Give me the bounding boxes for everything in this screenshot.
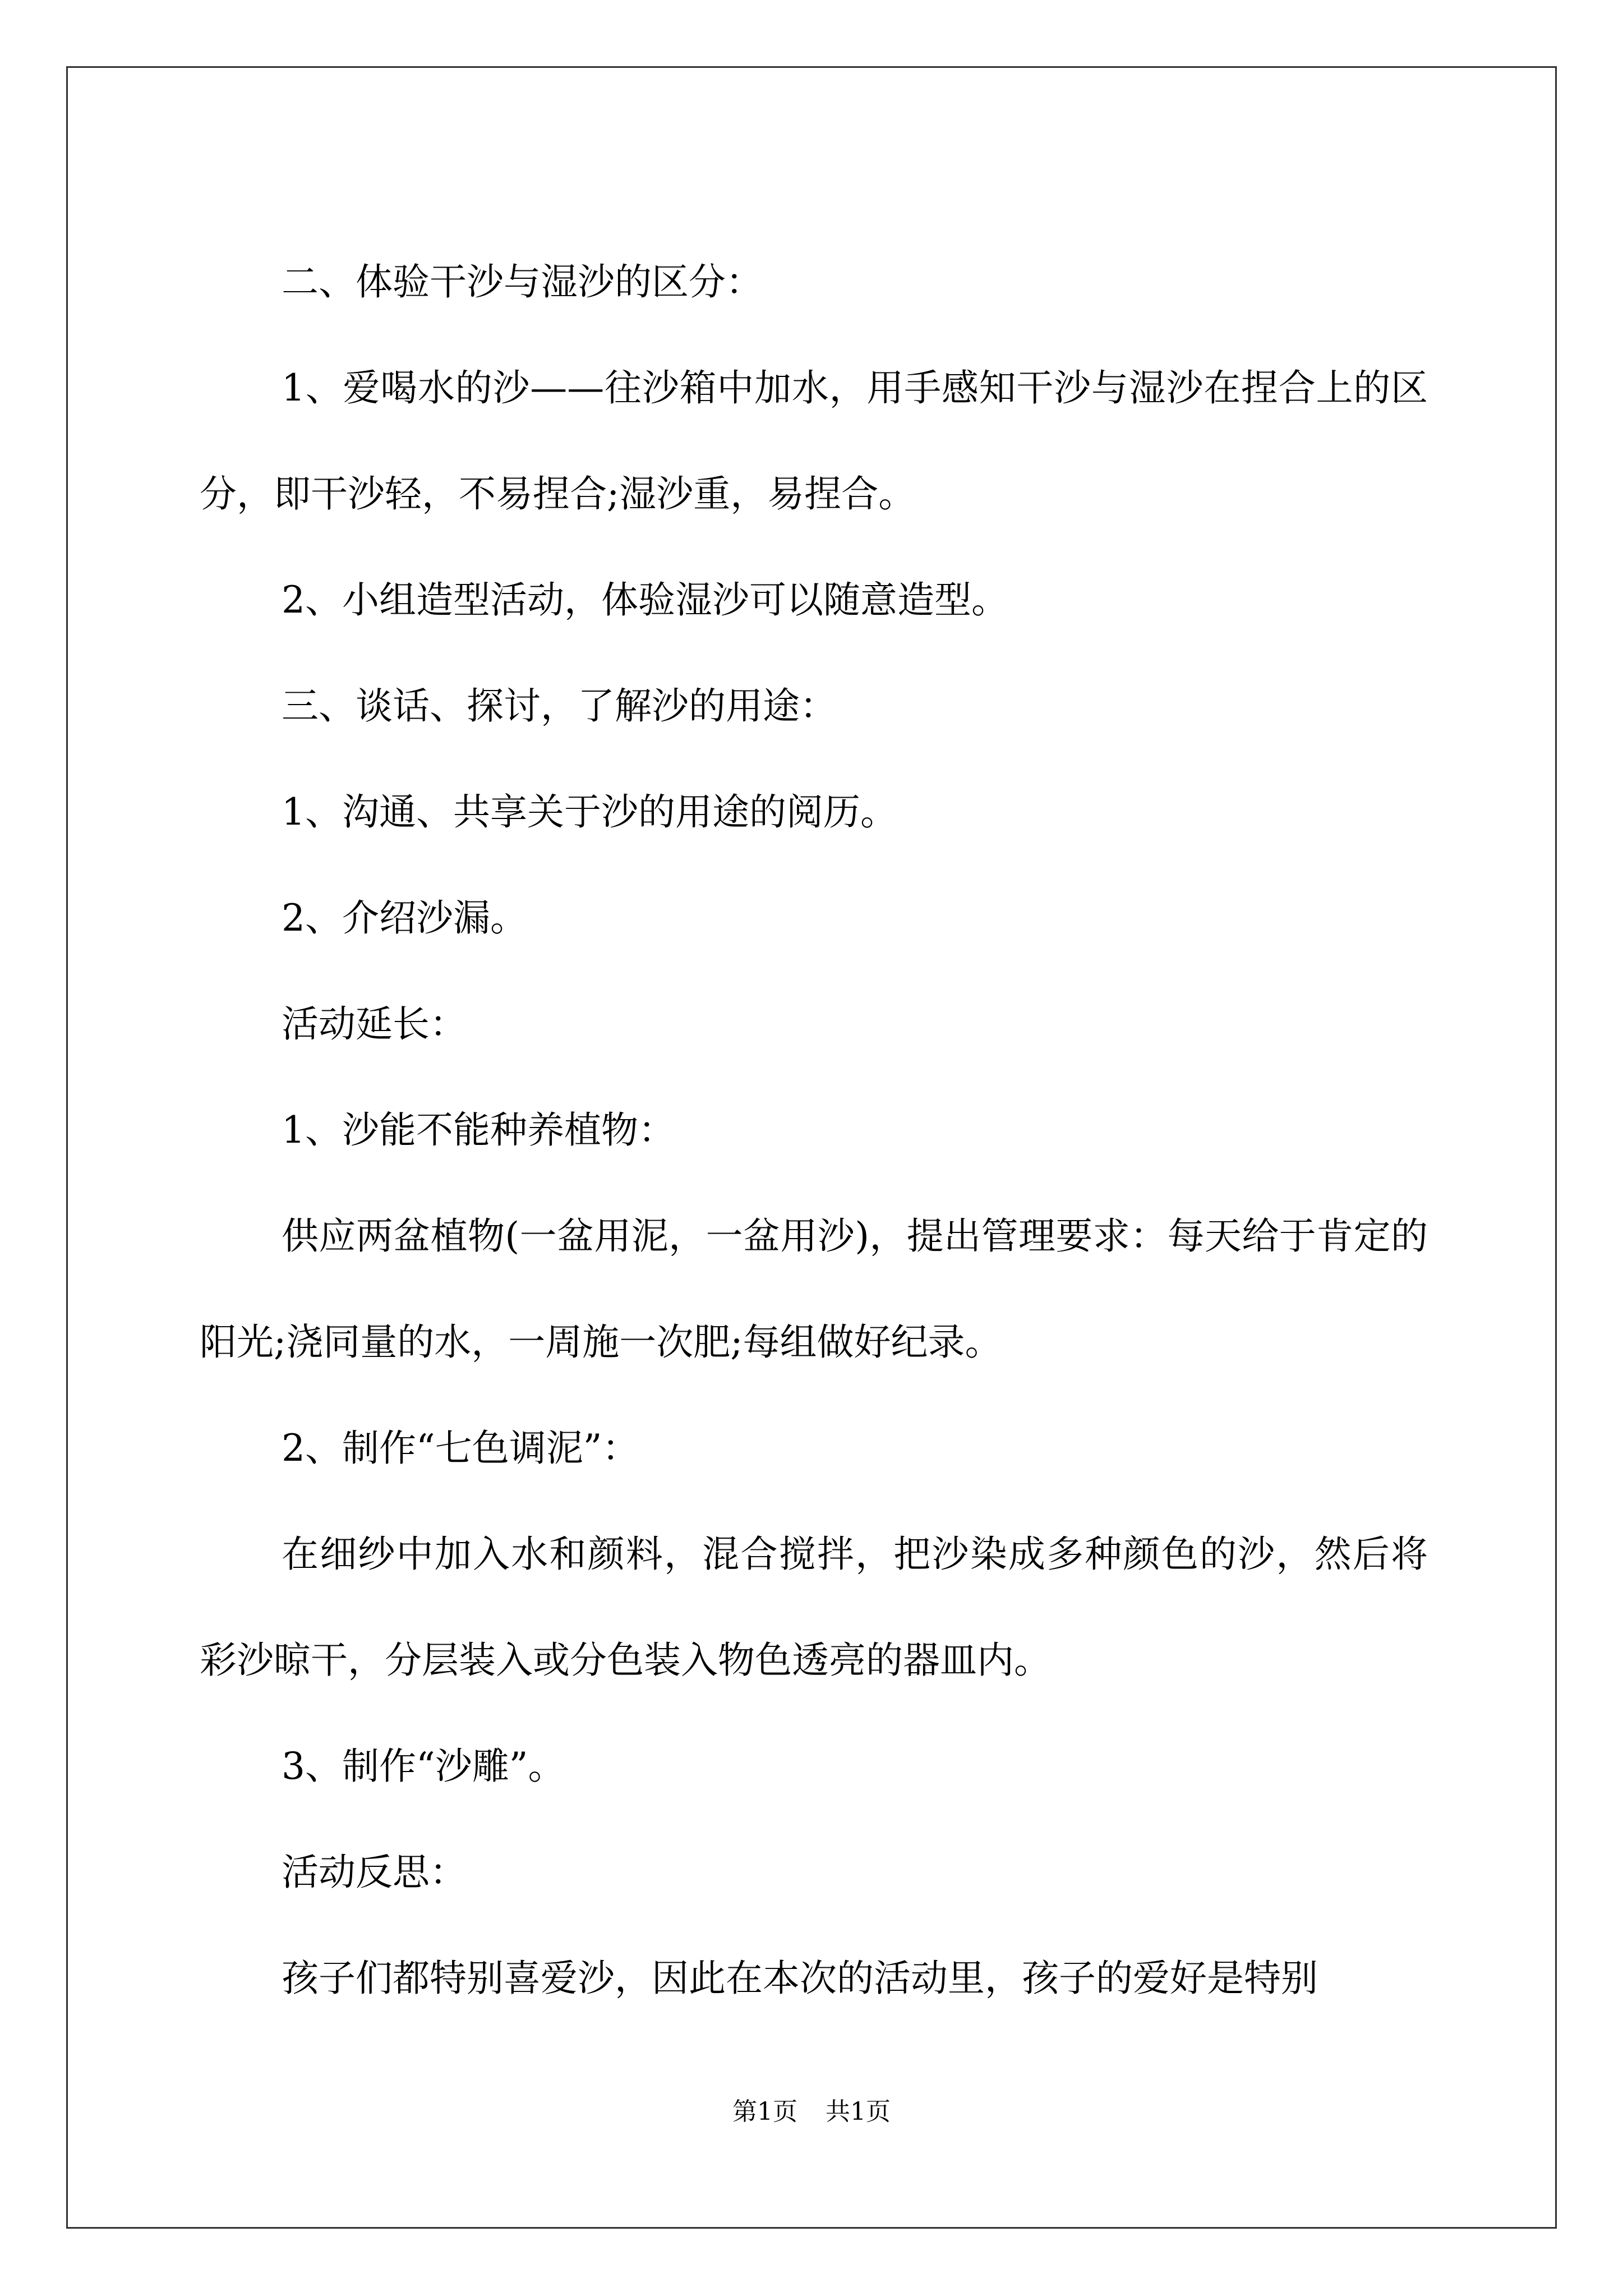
paragraph: 活动反思： xyxy=(282,1851,467,1894)
paragraph: 2、小组造型活动，体验湿沙可以随意造型。 xyxy=(282,578,1008,622)
paragraph: 在细纱中加入水和颜料，混合搅拌，把沙染成多种颜色的沙，然后将彩沙晾干，分层装入或分色装入物色透亮的器皿内。 xyxy=(200,1533,1428,1682)
paragraph: 二、体验干沙与湿沙的区分： xyxy=(282,260,763,303)
paragraph: 2、制作“七色调泥”： xyxy=(282,1427,639,1470)
document-body xyxy=(200,229,1428,2031)
paragraph: 1、爱喝水的沙——往沙箱中加水，用手感知干沙与湿沙在捏合上的区分，即干沙轻，不易捏合;湿沙重，易捏合。 xyxy=(200,366,1428,516)
page-number: 第1页 xyxy=(732,2097,797,2126)
paragraph: 3、制作“沙雕”。 xyxy=(282,1745,565,1788)
paragraph: 三、谈话、探讨，了解沙的用途： xyxy=(282,684,837,728)
page-footer xyxy=(0,2095,1623,2129)
paragraph: 1、沟通、共享关于沙的用途的阅历。 xyxy=(282,790,897,834)
paragraph: 供应两盆植物(一盆用泥，一盆用沙)，提出管理要求：每天给于肯定的阳光;浇同量的水，一周施一次肥;每组做好纪录。 xyxy=(200,1214,1428,1364)
paragraph: 孩子们都特别喜爱沙，因此在本次的活动里，孩子的爱好是特别 xyxy=(282,1957,1318,2000)
page-count: 共1页 xyxy=(826,2097,891,2126)
paragraph: 1、沙能不能种养植物： xyxy=(282,1108,675,1152)
paragraph: 2、介绍沙漏。 xyxy=(282,896,527,940)
paragraph: 活动延长： xyxy=(282,1002,467,1046)
